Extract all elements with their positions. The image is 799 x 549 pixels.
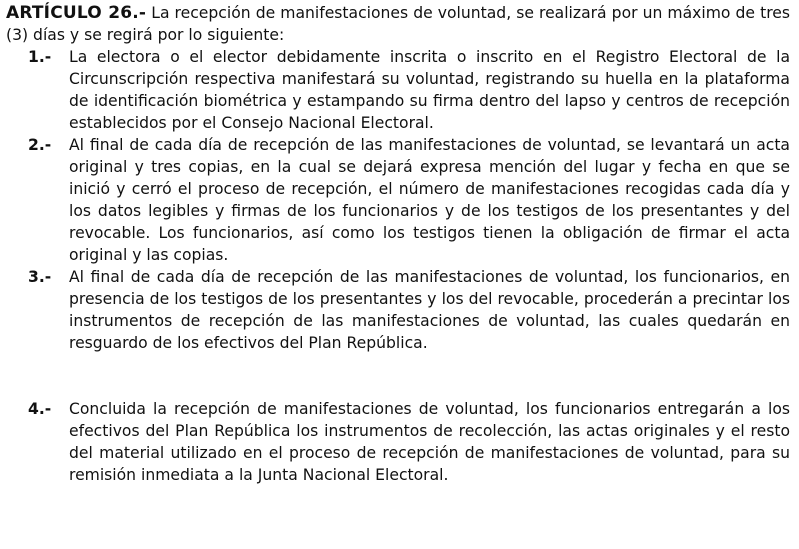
list-item <box>6 398 790 486</box>
item-number: 4.- <box>28 400 52 418</box>
item-text: La electora o el elector debidamente inscrita o inscrito en el Registro Electoral de la Circunscripción respectiva manifestará su voluntad, registrando su huella en la plataforma de identificación biométrica y estampando su firma dentro del lapso y centros de recepción establecidos por el Consejo Nacional Electoral. <box>69 48 790 132</box>
document-page <box>6 2 790 486</box>
item-text: Al final de cada día de recepción de las manifestaciones de voluntad, los funcionarios, en presencia de los testigos de los presentantes y los del revocable, procederán a precintar los instrumentos de recepción de las manifestaciones de voluntad, las cuales quedarán en resguardo de los efectivos del Plan República. <box>69 268 790 352</box>
item-text: Al final de cada día de recepción de las manifestaciones de voluntad, se levantará un acta original y tres copias, en la cual se dejará expresa mención del lugar y fecha en que se inició y cerró el proceso de recepción, el número de manifestaciones recogidas cada día y los datos legibles y firmas de los funcionarios y de los testigos de los presentantes y del revocable. Los funcionarios, así como los testigos tienen la obligación de firmar el acta original y las copias. <box>69 136 790 264</box>
item-number: 1.- <box>28 48 52 66</box>
list-item <box>6 46 790 134</box>
item-number: 2.- <box>28 136 52 154</box>
article-items-list <box>6 46 790 486</box>
item-number: 3.- <box>28 268 52 286</box>
item-text: Concluida la recepción de manifestaciones de voluntad, los funcionarios entregarán a los efectivos del Plan República los instrumentos de recolección, las actas originales y el resto del material utilizado en el proceso de recepción de manifestaciones de voluntad, para su remisión inmediata a la Junta Nacional Electoral. <box>69 400 790 484</box>
article-intro-paragraph <box>6 2 790 46</box>
list-item <box>6 266 790 354</box>
list-item <box>6 134 790 266</box>
article-intro-text: La recepción de manifestaciones de voluntad, se realizará por un máximo de tres (3) días y se regirá por lo siguiente: <box>6 4 790 44</box>
article-title: ARTÍCULO 26.- <box>6 3 147 23</box>
